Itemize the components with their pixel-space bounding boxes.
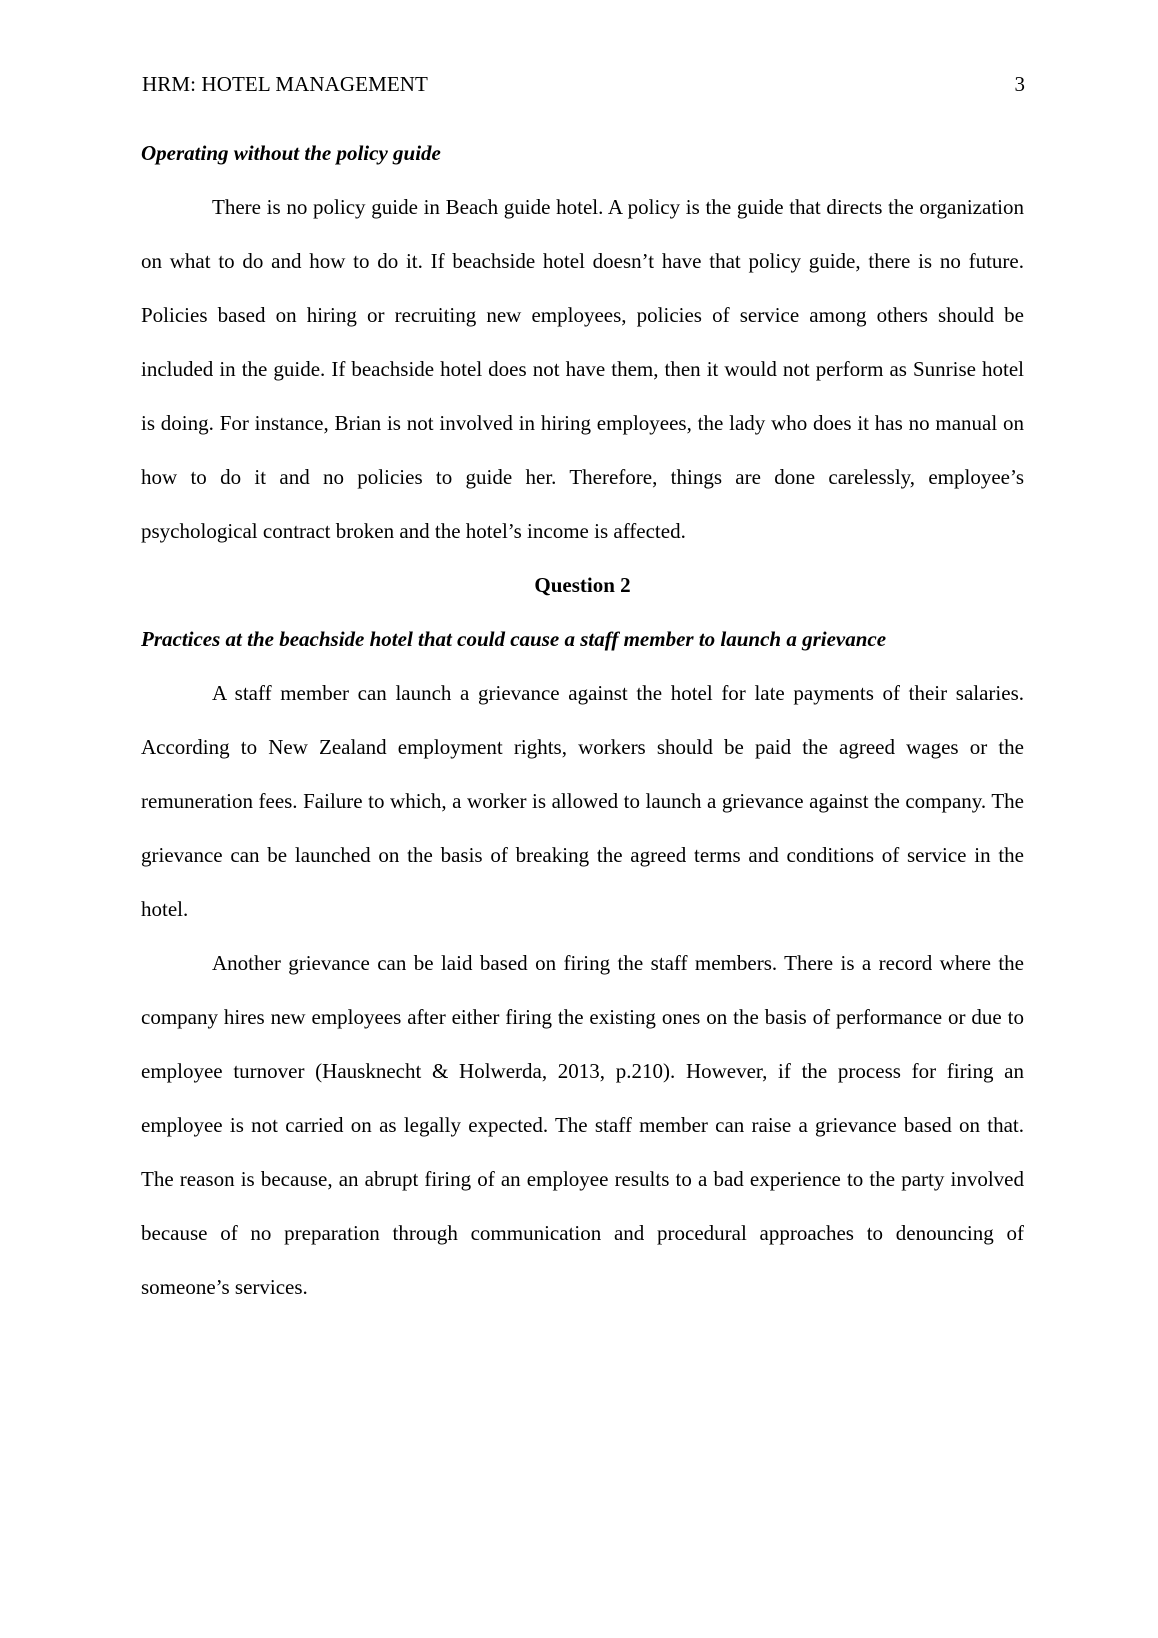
paragraph-policy-guide: There is no policy guide in Beach guide hotel. A policy is the guide that directs the organization on what to do and how to do it. If beachside hotel doesn’t have that policy guide, there is no future. Policies based on hiring or recruiting new employees, policies of service among others should be included in the guide. If beachside hotel does not have them, then it would not perform as Sunrise hotel is doing. For instance, Brian is not involved in hiring employees, the lady who does it has no manual on how to do it and no policies to guide her. Therefore, things are done carelessly, employee’s psychological contract broken and the hotel’s income is affected. bbox=[141, 195, 1024, 543]
section-heading-grievance: Practices at the beachside hotel that could cause a staff member to launch a grievance bbox=[141, 627, 887, 651]
paragraph-late-payments: A staff member can launch a grievance against the hotel for late payments of their salaries. According to New Zealand employment rights, workers should be paid the agreed wages or the remuneration fees. Failure to which, a worker is allowed to launch a grievance against the company. The grievance can be launched on the basis of breaking the agreed terms and conditions of service in the hotel. bbox=[141, 681, 1024, 921]
document-body bbox=[141, 126, 1024, 1314]
question-title: Question 2 bbox=[534, 573, 631, 597]
running-head: HRM: HOTEL MANAGEMENT bbox=[142, 72, 428, 96]
page-number: 3 bbox=[1014, 72, 1025, 96]
section-heading-policy-guide: Operating without the policy guide bbox=[141, 141, 441, 165]
paragraph-firing: Another grievance can be laid based on firing the staff members. There is a record where the company hires new employees after either firing the existing ones on the basis of performance or due to employee turnover (Hausknecht & Holwerda, 2013, p.210). However, if the process for firing an employee is not carried on as legally expected. The staff member can raise a grievance based on that. The reason is because, an abrupt firing of an employee results to a bad experience to the party involved because of no preparation through communication and procedural approaches to denouncing of someone’s services. bbox=[141, 951, 1024, 1299]
